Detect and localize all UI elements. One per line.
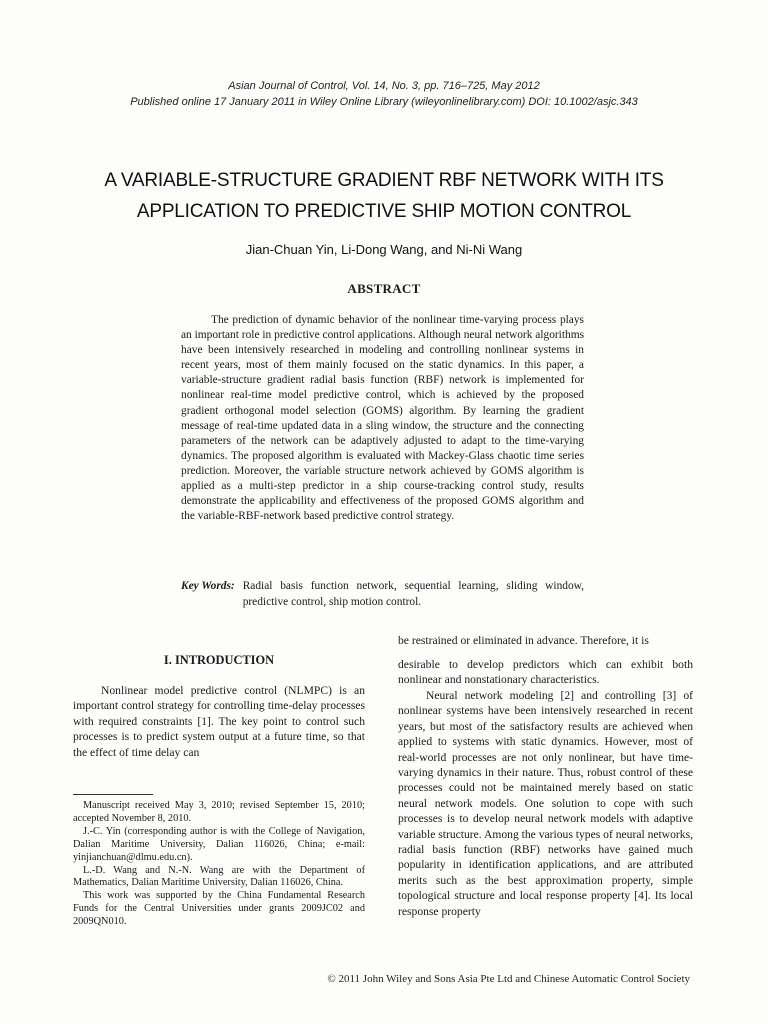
keywords <box>181 579 584 610</box>
footnotes <box>73 800 365 929</box>
keywords-label: Key Words: <box>181 580 235 592</box>
keywords-list: Radial basis function network, sequential learning, sliding window, predictive control, ship motion control. <box>242 580 584 608</box>
footnote-rule <box>73 794 153 795</box>
intro-right-paragraph-1: desirable to develop predictors which can exhibit both nonlinear and nonstationary characteristics. <box>398 658 693 687</box>
intro-right-continuation: be restrained or eliminated in advance. Therefore, it is <box>398 634 649 647</box>
footnote-affiliation: L.-D. Wang and N.-N. Wang are with the Department of Mathematics, Dalian Maritime University, Dalian 116026, China. <box>73 864 365 889</box>
publication-info: Published online 17 January 2011 in Wiley Online Library (wileyonlinelibrary.com) DOI: 10.1002/asjc.343 <box>130 96 638 108</box>
author-list: Jian-Chuan Yin, Li-Dong Wang, and Ni-Ni Wang <box>245 242 523 257</box>
paper-title-line-1: A VARIABLE-STRUCTURE GRADIENT RBF NETWORK WITH ITS <box>104 170 664 191</box>
section-heading-introduction: I. INTRODUCTION <box>163 653 275 667</box>
abstract-text: The prediction of dynamic behavior of the nonlinear time-varying process plays an important role in predictive control applications. Although neural network algorithms have been intensively researched in modeling and controlling nonlinear systems in recent years, most of them mainly focused on the static dynamics. In this paper, a variable-structure gradient radial basis function (RBF) network is implemented for nonlinear real-time model predictive control, which is achieved by the proposed gradient orthogonal model selection (GOMS) algorithm. By learning the gradient message of real-time updated data in a sling window, the structure and the connecting parameters of the network can be adaptively adjusted to adapt to the time-varying dynamics. The proposed algorithm is evaluated with Mackey-Glass chaotic time series prediction. Moreover, the variable structure network achieved by GOMS algorithm is applied as a multi-step predictor in a ship course-tracking control study, results demonstrate the applicability and effectiveness of the proposed GOMS algorithm and the variable-RBF-network based predictive control strategy. <box>181 314 584 523</box>
footnote-funding: This work was supported by the China Fundamental Research Funds for the Central Universities under grants 2009JC02 and 2009QN010. <box>73 890 365 928</box>
intro-right-paragraph-2: Neural network modeling [2] and controlling [3] of nonlinear systems have been intensively researched in recent years, but most of the satisfactory results are achieved when applied to systems with static dynamics. However, most of real-world processes are not only nonlinear, but have time-varying dynamics in their nature. Thus, robust control of these processes could not be maintained merely based on static neural network models. One solution to cope with such processes is to develop neural network models with adaptive variable structure. Among the various types of neural networks, radial basis function (RBF) networks have gained much popularity in identification applications, and are attributed merits such as the best approximation property, simple topological structure and local response property [4]. Its local response property <box>398 689 693 918</box>
journal-citation: Asian Journal of Control, Vol. 14, No. 3, pp. 716–725, May 2012 <box>228 80 540 92</box>
footnote-corresponding-author: J.-C. Yin (corresponding author is with the College of Navigation, Dalian Maritime University, Dalian 116026, China; e-mail: yinjianchuan@dlmu.edu.cn). <box>73 825 365 863</box>
copyright-notice: © 2011 John Wiley and Sons Asia Pte Ltd and Chinese Automatic Control Society <box>327 973 690 985</box>
footnote-manuscript: Manuscript received May 3, 2010; revised September 15, 2010; accepted November 8, 2010. <box>73 800 365 824</box>
paper-title-line-2: APPLICATION TO PREDICTIVE SHIP MOTION CONTROL <box>136 201 632 222</box>
intro-left-paragraph: Nonlinear model predictive control (NLMPC) is an important control strategy for controlling time-delay processes with required constraints [1]. The key point to control such processes is to predict system output at a future time, so that the effect of time delay can <box>73 684 365 759</box>
abstract-heading: ABSTRACT <box>347 281 421 296</box>
